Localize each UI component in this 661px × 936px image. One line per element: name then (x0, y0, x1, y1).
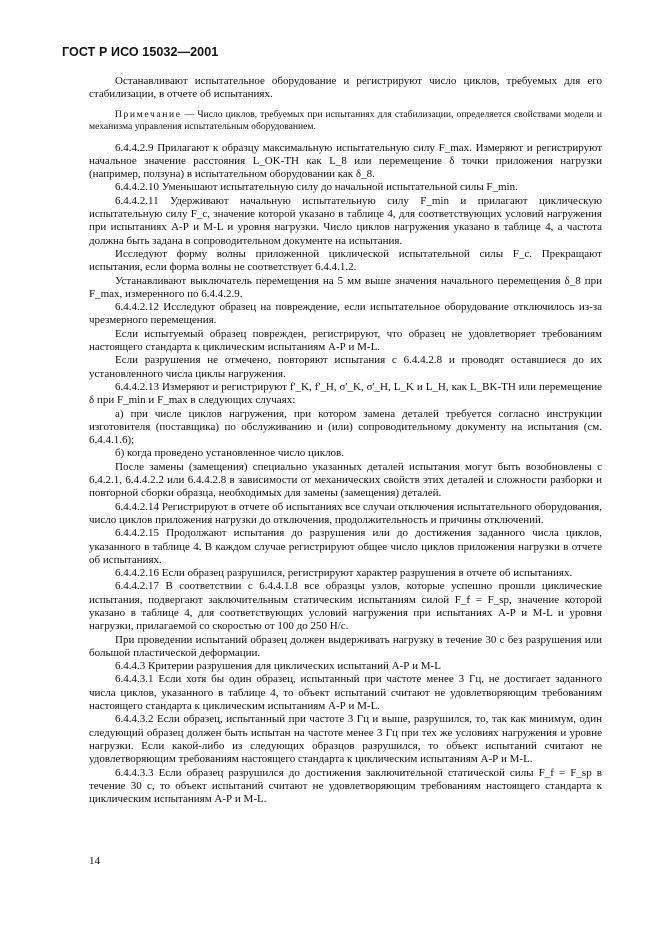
paragraph: 6.4.4.2.16 Если образец разрушился, регистрируют характер разрушения в отчете об испытаниях. (115, 567, 573, 580)
paragraph: 6.4.4.2.17 В соответствии с 6.4.4.1.8 все образцы узлов, которые успешно прошли циклические испытания, подвергают заключительным статическим испытаниям силой F_f = F_sp, значение которой указано в таблице 4, для соответствующих условий нагружения при испытаниях А-Р и М-L и уровня нагрузки, прилагаемой со скоростью от 100 до 250 Н/с. (89, 580, 602, 633)
paragraph: 6.4.4.3.1 Если хотя бы один образец, испытанный при частоте менее 3 Гц, не достигает заданного числа циклов, указанного в таблице 4, то объект испытаний считают не удовлетворяющим требованиям настоящего стандарта к циклическим испытаниям А-Р и М-L. (89, 673, 602, 713)
page-number: 14 (89, 855, 100, 867)
section-heading: 6.4.4.3 Критерии разрушения для циклических испытаний А-Р и М-L (115, 660, 441, 673)
paragraph: 6.4.4.2.15 Продолжают испытания до разрушения или до достижения заданного числа циклов, указанного в таблице 4. В каждом случае регистрируют общее число циклов приложения нагрузки в отчете об испытаниях. (89, 527, 602, 566)
paragraph: 6.4.4.2.12 Исследуют образец на повреждение, если испытательное оборудование отключилось из-за чрезмерного перемещения. (89, 301, 602, 327)
paragraph: Устанавливают выключатель перемещения на 5 мм выше значения начального перемещения δ_8 при F_max, измеренного по 6.4.4.2.9. (89, 274, 602, 300)
paragraph: 6.4.4.2.10 Уменьшают испытательную силу до начальной испытательной силы F_min. (115, 181, 518, 194)
document-body (89, 75, 602, 806)
paragraph: После замены (замещения) специально указанных деталей испытания могут быть возобновлены с 6.4.2.1, 6.4.4.2.2 или 6.4.4.2.8 в зависимости от механических свойств этих деталей и сложности разборки и повторной сборки образца, необходимых для замены (замещения) деталей. (89, 460, 602, 500)
list-item: б) когда проведено установленное число циклов. (115, 447, 345, 460)
paragraph: 6.4.4.3.2 Если образец, испытанный при частоте 3 Гц и выше, разрушился, то, так как минимум, один следующий образец должен быть испытан на частоте менее 3 Гц при тех же условиях нагружения и уровне нагрузки. Если какой-либо из следующих образцов разрушился, то объект испытаний считают не удовлетворяющим требованиям настоящего стандарта к циклическим испытаниям А-Р и М-L. (89, 713, 602, 766)
paragraph: 6.4.4.2.9 Прилагают к образцу максимальную испытательную силу F_max. Измеряют и регистрируют начальное значение расстояния L_OK-TH как L_8 или перемещение δ точки приложения нагрузки (например, ползуна) в испытательном оборудовании как δ_8. (89, 141, 602, 181)
note-label: Примечание (115, 108, 182, 120)
note-text: — Число циклов, требуемых при испытаниях для стабилизации, определяется свойствами модели и механизма управления испытательным оборудованием. (89, 108, 602, 132)
note (89, 109, 602, 133)
paragraph: Если испытуемый образец поврежден, регистрируют, что образец не удовлетворяет требованиям настоящего стандарта к циклическим испытаниям А-Р и М-L. (89, 327, 602, 354)
document-header: ГОСТ Р ИСО 15032—2001 (62, 45, 219, 59)
paragraph: Исследуют форму волны приложенной циклической испытательной силы F_c. Прекращают испытания, если форма волны не соответствует 6.4.4.1.2. (89, 247, 602, 274)
paragraph: 6.4.4.2.13 Измеряют и регистрируют f'_K, f'_H, σ'_K, σ'_H, L_K и L_H, как L_BK-TH или перемещение δ при F_min и F_max в следующих случаях: (89, 380, 602, 407)
paragraph: Если разрушения не отмечено, повторяют испытания с 6.4.4.2.8 и проводят оставшиеся до их установленного числа циклы нагружения. (89, 354, 602, 380)
list-item: а) при числе циклов нагружения, при котором замена деталей требуется согласно инструкции изготовителя (поставщика) по обслуживанию и (или) сопроводительному документу на испытания (см. 6.4.4.1.6); (89, 407, 602, 447)
paragraph: Останавливают испытательное оборудование и регистрируют число циклов, требуемых для его стабилизации, в отчете об испытаниях. (89, 75, 602, 101)
paragraph: 6.4.4.2.14 Регистрируют в отчете об испытаниях все случаи отключения испытательного оборудования, число циклов приложения нагрузки до отключения, продолжительность и причины отключений. (89, 500, 602, 526)
paragraph: 6.4.4.2.11 Удерживают начальную испытательную силу F_min и прилагают циклическую испытательную силу F_c, значение которой указано в таблице 4, для соответствующих условий нагружения при испытаниях А-Р и М-L и уровня нагрузки. Число циклов нагружения указано в таблице 4, а частота должна быть задана в сопроводительном документе на испытания. (89, 194, 602, 247)
paragraph: При проведении испытаний образец должен выдерживать нагрузку в течение 30 с без разрушения или большой пластической деформации. (89, 633, 602, 659)
paragraph: 6.4.4.3.3 Если образец разрушился до достижения заключительной статической силы F_f = F_sp в течение 30 с, то объект испытаний считают не удовлетворяющим требованиям настоящего стандарта к циклическим испытаниям А-Р и М-L. (89, 766, 602, 806)
